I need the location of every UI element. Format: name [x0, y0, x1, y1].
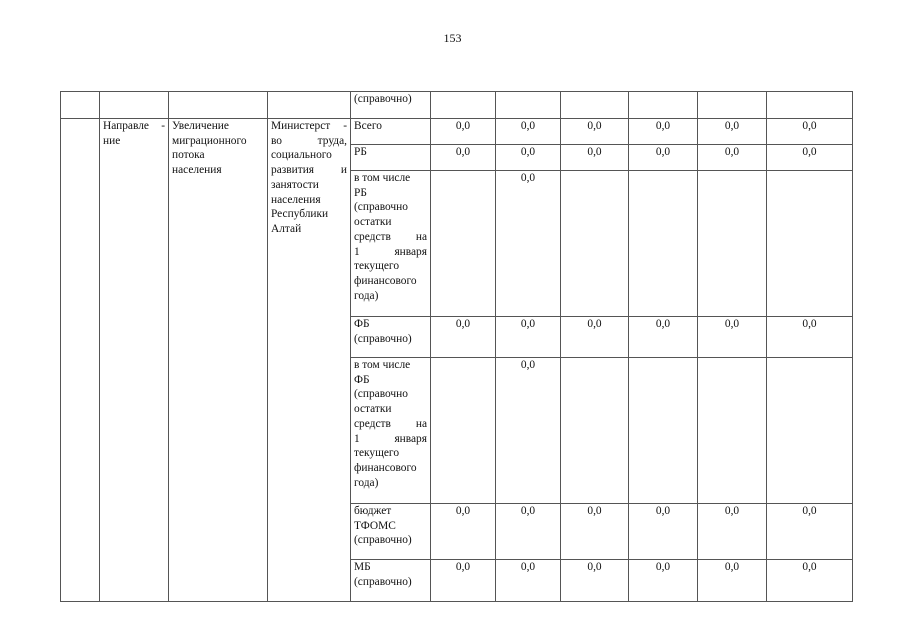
text-line: остатки — [354, 403, 392, 416]
value-cell: 0,0 — [767, 317, 853, 358]
row-number-cell — [61, 119, 100, 602]
text-line: текущего — [354, 260, 400, 273]
value-cell: 0,0 — [698, 504, 767, 560]
value-cell: 0,0 — [561, 145, 629, 171]
value-cell: 0,0 — [561, 504, 629, 560]
funding-source-label — [351, 317, 431, 358]
funding-source-label — [351, 119, 431, 145]
empty-cell — [100, 92, 169, 119]
value-cell: 0,0 — [629, 317, 698, 358]
value-cell: 0,0 — [698, 145, 767, 171]
empty-cell — [561, 92, 629, 119]
value-cell: 0,0 — [431, 504, 496, 560]
text-line: МБ — [354, 561, 371, 573]
value-cell: 0,0 — [698, 119, 767, 145]
text-line: РБ — [354, 186, 367, 199]
funding-source-label — [351, 358, 431, 504]
text-line: Всего — [354, 120, 382, 132]
value-cell: 0,0 — [629, 119, 698, 145]
value-cell: 0,0 — [496, 171, 561, 317]
text-line: (справочно — [354, 201, 408, 214]
value-cell — [431, 171, 496, 317]
word: во — [271, 134, 282, 147]
word: средств — [354, 230, 391, 243]
value-cell: 0,0 — [767, 504, 853, 560]
empty-cell — [767, 92, 853, 119]
value-cell: 0,0 — [431, 317, 496, 358]
empty-cell — [431, 92, 496, 119]
word: - — [161, 120, 165, 132]
value-cell — [767, 358, 853, 504]
text-line: Республики — [271, 208, 329, 221]
word: Направле — [103, 120, 149, 132]
value-cell: 0,0 — [431, 145, 496, 171]
value-cell: 0,0 — [496, 317, 561, 358]
text-line: текущего — [354, 447, 400, 460]
text-line: Увеличение — [172, 120, 229, 132]
text-line: финансового — [354, 461, 417, 474]
value-cell — [767, 171, 853, 317]
executor-cell — [268, 119, 351, 602]
funding-source-label — [351, 560, 431, 602]
text-line: ние — [103, 134, 121, 147]
value-cell: 0,0 — [629, 504, 698, 560]
text-line: населения — [172, 164, 222, 177]
text-line: Алтай — [271, 222, 302, 235]
value-cell: 0,0 — [629, 145, 698, 171]
value-cell — [629, 171, 698, 317]
funding-source-label — [351, 145, 431, 171]
empty-cell — [496, 92, 561, 119]
empty-cell — [61, 92, 100, 119]
table-row-prev — [61, 92, 853, 119]
text-line: бюджет — [354, 505, 392, 517]
value-cell — [561, 358, 629, 504]
value-cell: 0,0 — [629, 560, 698, 602]
word: развития — [271, 164, 315, 177]
value-cell: 0,0 — [561, 317, 629, 358]
page-number: 153 — [443, 31, 462, 45]
text-line — [354, 245, 427, 260]
text-line — [271, 163, 347, 178]
word: на — [415, 230, 427, 243]
text-line — [354, 230, 427, 245]
text-line: (справочно) — [354, 534, 412, 547]
word: января — [394, 432, 427, 445]
value-cell: 0,0 — [561, 119, 629, 145]
value-cell: 0,0 — [431, 560, 496, 602]
program-type-cell — [100, 119, 169, 602]
text-line: (справочно — [354, 388, 408, 401]
empty-cell — [268, 92, 351, 119]
funding-source-label — [351, 171, 431, 317]
text-line: миграционного — [172, 134, 247, 147]
value-cell: 0,0 — [496, 358, 561, 504]
text-line: в том числе — [354, 172, 411, 184]
word: 1 — [354, 245, 360, 258]
empty-cell — [698, 92, 767, 119]
program-name-cell — [169, 119, 268, 602]
value-cell: 0,0 — [767, 119, 853, 145]
word: 1 — [354, 432, 360, 445]
value-cell: 0,0 — [561, 560, 629, 602]
word: - — [343, 120, 347, 132]
value-cell — [431, 358, 496, 504]
value-cell: 0,0 — [698, 560, 767, 602]
value-cell: 0,0 — [767, 560, 853, 602]
text-line — [354, 417, 427, 432]
value-cell — [561, 171, 629, 317]
text-line: ФБ — [354, 373, 370, 386]
text-line: года) — [354, 289, 379, 302]
empty-cell — [169, 92, 268, 119]
word: и — [340, 164, 347, 177]
text-line: в том числе — [354, 359, 411, 371]
table-row — [61, 119, 853, 145]
text-line: РБ — [354, 146, 367, 158]
text-line: года) — [354, 476, 379, 489]
value-cell: 0,0 — [496, 560, 561, 602]
text-line — [103, 119, 165, 134]
text-line: ФБ — [354, 318, 370, 330]
text-line: остатки — [354, 216, 392, 229]
text-line: занятости — [271, 178, 319, 191]
value-cell — [698, 358, 767, 504]
text-line: населения — [271, 193, 321, 206]
text-line: (справочно) — [354, 332, 412, 345]
word: Министерст — [271, 120, 331, 132]
text-line: социального — [271, 149, 332, 162]
text-line — [271, 119, 347, 134]
value-cell — [629, 358, 698, 504]
word: труда, — [317, 134, 347, 147]
word: января — [394, 245, 427, 258]
value-cell: 0,0 — [496, 119, 561, 145]
word: на — [415, 417, 427, 430]
text-line: ТФОМС — [354, 519, 396, 532]
word: средств — [354, 417, 391, 430]
text-line — [354, 432, 427, 447]
prev-row-label: (справочно) — [351, 92, 431, 119]
text-line — [271, 134, 347, 149]
value-cell — [698, 171, 767, 317]
value-cell: 0,0 — [767, 145, 853, 171]
value-cell: 0,0 — [496, 504, 561, 560]
empty-cell — [629, 92, 698, 119]
text-line: (справочно) — [354, 575, 412, 588]
value-cell: 0,0 — [698, 317, 767, 358]
value-cell: 0,0 — [431, 119, 496, 145]
text-line: потока — [172, 149, 205, 162]
value-cell: 0,0 — [496, 145, 561, 171]
text-line: финансового — [354, 274, 417, 287]
funding-source-label — [351, 504, 431, 560]
budget-table — [60, 91, 853, 602]
